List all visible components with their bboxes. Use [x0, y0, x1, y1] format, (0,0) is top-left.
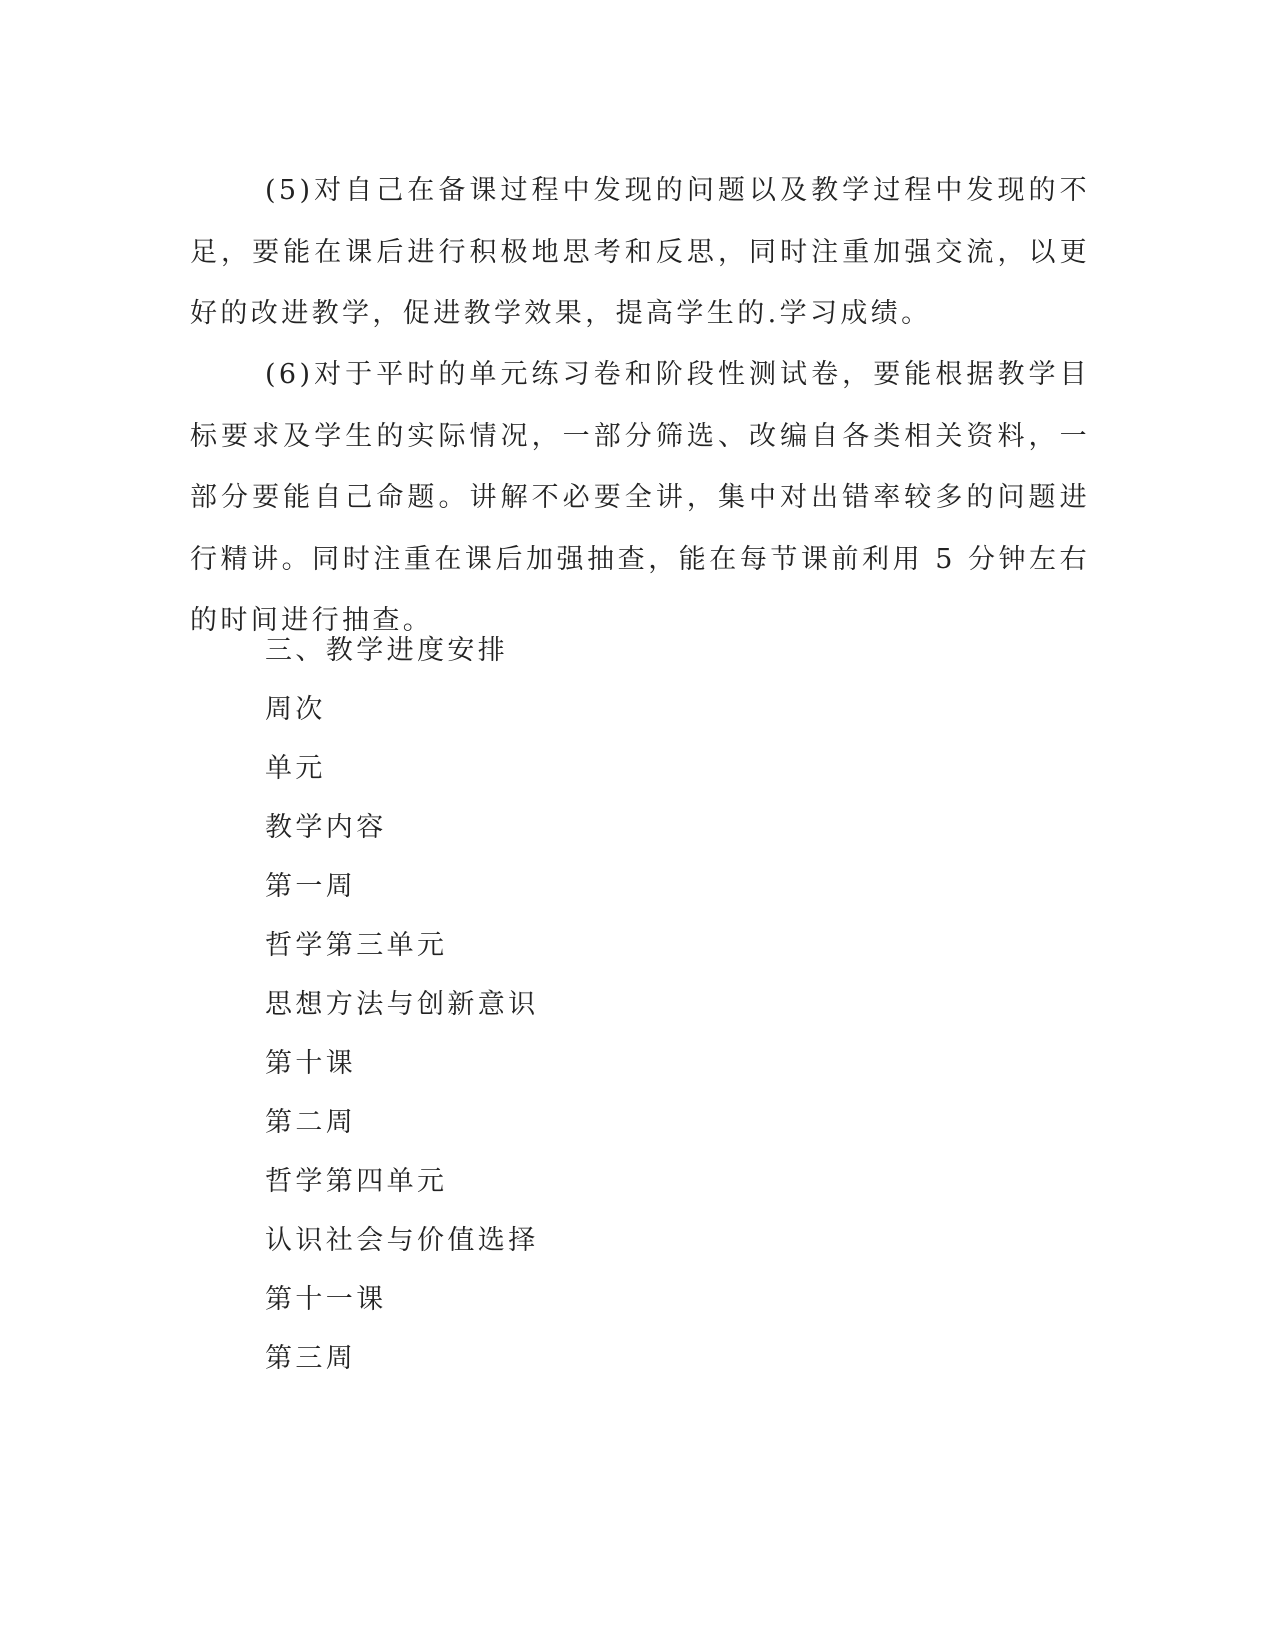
schedule-line: 哲学第四单元: [265, 1166, 448, 1197]
section-heading: 三、教学进度安排: [265, 635, 509, 666]
schedule-line: 第三周: [265, 1343, 357, 1374]
schedule-line: 第二周: [265, 1107, 357, 1138]
paragraph-6: (6)对于平时的单元练习卷和阶段性测试卷，要能根据教学目标要求及学生的实际情况，一部分筛选、改编自各类相关资料，一部分要能自己命题。讲解不必要全讲，集中对出错率较多的问题进行精讲。同时注重在课后加强抽查，能在每节课前利用 5 分钟左右的时间进行抽查。: [190, 359, 1090, 636]
schedule-line: 周次: [265, 694, 326, 725]
schedule-line: 认识社会与价值选择: [265, 1225, 539, 1256]
schedule-line: 教学内容: [265, 812, 387, 843]
schedule-line: 单元: [265, 753, 326, 784]
schedule-line: 第一周: [265, 871, 357, 902]
schedule-line: 哲学第三单元: [265, 930, 448, 961]
schedule-line: 第十一课: [265, 1284, 387, 1315]
schedule-line: 第十课: [265, 1048, 357, 1079]
paragraph-5: (5)对自己在备课过程中发现的问题以及教学过程中发现的不足，要能在课后进行积极地思考和反思，同时注重加强交流，以更好的改进教学，促进教学效果，提高学生的.学习成绩。: [190, 175, 1090, 329]
schedule-line: 思想方法与创新意识: [265, 989, 539, 1020]
